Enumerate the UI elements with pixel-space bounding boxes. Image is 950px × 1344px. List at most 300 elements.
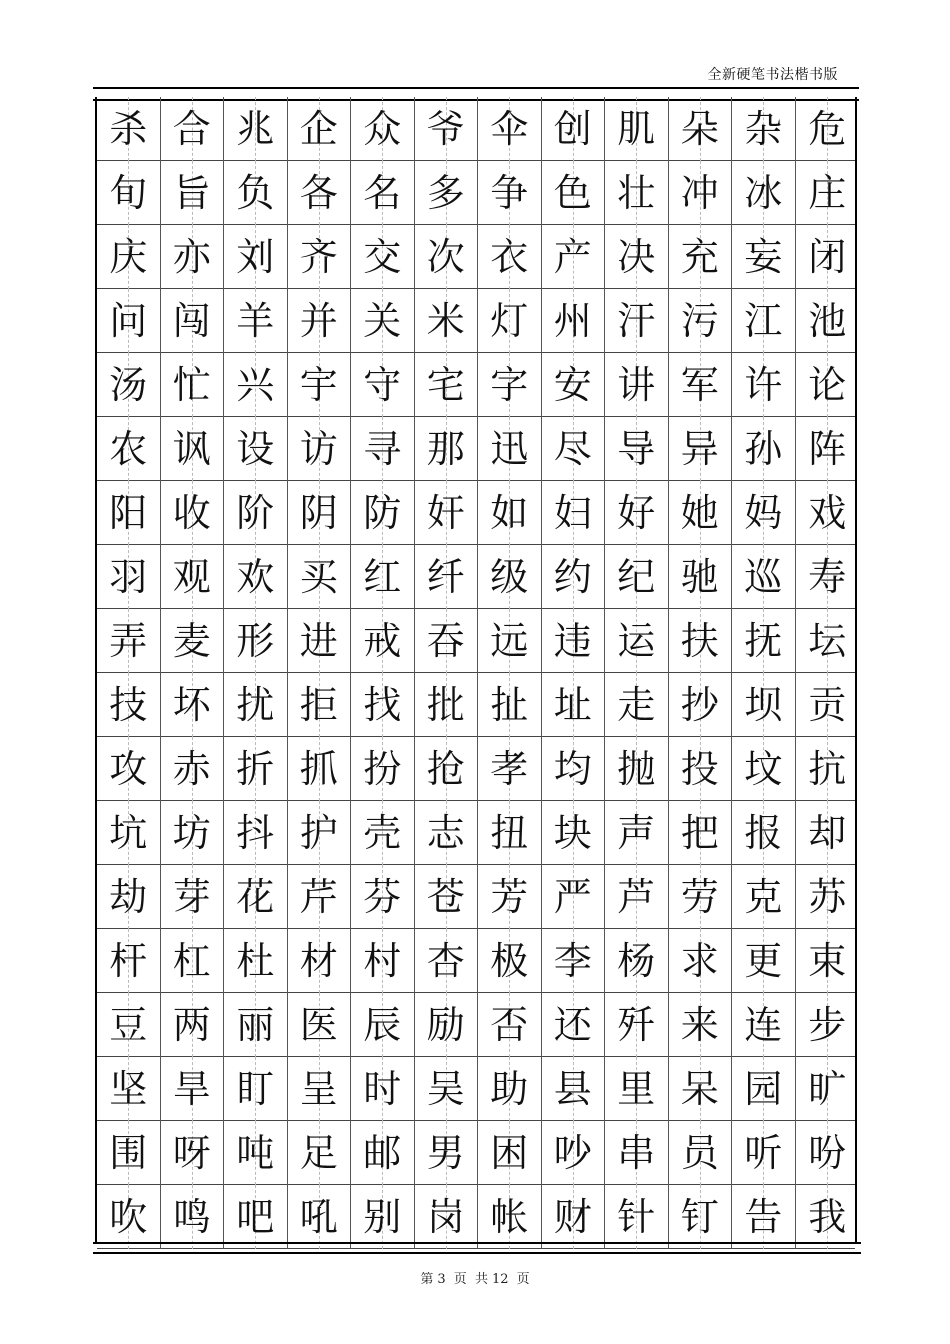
grid-cell <box>542 993 606 1057</box>
character: 劫 <box>109 875 148 919</box>
character: 均 <box>553 747 592 791</box>
character: 苏 <box>808 875 847 919</box>
grid-cell <box>224 481 288 545</box>
grid-cell <box>605 1185 669 1249</box>
grid-cell <box>415 417 479 481</box>
grid-cell <box>224 737 288 801</box>
character: 吞 <box>426 619 465 663</box>
character: 抛 <box>617 747 656 791</box>
character: 远 <box>490 619 529 663</box>
grid-cell <box>669 609 733 673</box>
grid-cell <box>605 865 669 929</box>
grid-row <box>97 97 855 161</box>
grid-cell <box>288 1121 352 1185</box>
grid-cell <box>224 1185 288 1249</box>
grid-cell <box>478 737 542 801</box>
character: 买 <box>299 555 338 599</box>
grid-cell <box>415 1185 479 1249</box>
character: 羊 <box>236 299 275 343</box>
grid-cell <box>224 97 288 161</box>
grid-cell <box>161 289 225 353</box>
character: 那 <box>426 427 465 471</box>
grid-cell <box>478 929 542 993</box>
grid-row <box>97 417 855 481</box>
grid-cell <box>478 289 542 353</box>
character: 朵 <box>680 107 719 151</box>
character: 吵 <box>553 1131 592 1175</box>
grid-cell <box>605 929 669 993</box>
grid-cell <box>542 481 606 545</box>
grid-cell <box>415 1121 479 1185</box>
grid-cell <box>669 1185 733 1249</box>
grid-cell <box>542 609 606 673</box>
character: 闯 <box>172 299 211 343</box>
grid-cell <box>224 225 288 289</box>
character: 合 <box>172 107 211 151</box>
character: 寻 <box>363 427 402 471</box>
character: 扮 <box>363 747 402 791</box>
grid-cell <box>478 545 542 609</box>
grid-cell <box>288 97 352 161</box>
character: 迅 <box>490 427 529 471</box>
character: 壳 <box>363 811 402 855</box>
grid-cell <box>796 545 860 609</box>
character: 论 <box>808 363 847 407</box>
character: 豆 <box>109 1003 148 1047</box>
character: 扭 <box>490 811 529 855</box>
grid-cell <box>542 225 606 289</box>
grid-cell <box>796 161 860 225</box>
grid-cell <box>732 161 796 225</box>
character: 丽 <box>236 1003 275 1047</box>
character: 时 <box>363 1067 402 1111</box>
character: 运 <box>617 619 656 663</box>
grid-cell <box>732 97 796 161</box>
grid-cell <box>351 161 415 225</box>
character: 多 <box>426 171 465 215</box>
grid-cell <box>605 289 669 353</box>
grid-cell <box>97 225 161 289</box>
character: 尽 <box>553 427 592 471</box>
grid-cell <box>732 737 796 801</box>
character: 辰 <box>363 1003 402 1047</box>
character: 汤 <box>109 363 148 407</box>
grid-row <box>97 801 855 865</box>
grid-row <box>97 737 855 801</box>
character: 扰 <box>236 683 275 727</box>
character-grid <box>95 97 857 1243</box>
grid-cell <box>224 417 288 481</box>
footer-total-pages: 12 <box>491 1272 509 1287</box>
character: 约 <box>553 555 592 599</box>
character: 守 <box>363 363 402 407</box>
character: 阶 <box>236 491 275 535</box>
grid-cell <box>161 801 225 865</box>
character: 走 <box>617 683 656 727</box>
grid-cell <box>669 673 733 737</box>
character: 闭 <box>808 235 847 279</box>
grid-row <box>97 289 855 353</box>
grid-cell <box>542 161 606 225</box>
grid-cell <box>97 97 161 161</box>
grid-cell <box>97 609 161 673</box>
character: 我 <box>808 1195 847 1239</box>
grid-cell <box>796 1121 860 1185</box>
character: 坛 <box>808 619 847 663</box>
grid-cell <box>796 289 860 353</box>
grid-cell <box>669 1057 733 1121</box>
grid-cell <box>224 673 288 737</box>
character: 巡 <box>744 555 783 599</box>
character: 各 <box>299 171 338 215</box>
character: 极 <box>490 939 529 983</box>
grid-cell <box>796 929 860 993</box>
grid-cell <box>224 1057 288 1121</box>
grid-cell <box>605 161 669 225</box>
character: 护 <box>299 811 338 855</box>
character: 报 <box>744 811 783 855</box>
character: 弄 <box>109 619 148 663</box>
grid-cell <box>288 737 352 801</box>
header-rule <box>93 87 859 89</box>
character: 伞 <box>490 107 529 151</box>
character: 旬 <box>109 171 148 215</box>
character: 阳 <box>109 491 148 535</box>
character: 志 <box>426 811 465 855</box>
character: 收 <box>172 491 211 535</box>
character: 妈 <box>744 491 783 535</box>
character: 旷 <box>808 1067 847 1111</box>
grid-cell <box>161 737 225 801</box>
character: 州 <box>553 299 592 343</box>
character: 戒 <box>363 619 402 663</box>
grid-cell <box>542 1185 606 1249</box>
grid-cell <box>478 865 542 929</box>
grid-cell <box>542 1121 606 1185</box>
character: 孙 <box>744 427 783 471</box>
character: 钉 <box>680 1195 719 1239</box>
grid-cell <box>415 161 479 225</box>
character: 刘 <box>236 235 275 279</box>
character: 纤 <box>426 555 465 599</box>
grid-cell <box>732 353 796 417</box>
grid-cell <box>161 993 225 1057</box>
character: 帐 <box>490 1195 529 1239</box>
character: 麦 <box>172 619 211 663</box>
grid-cell <box>478 161 542 225</box>
grid-cell <box>415 673 479 737</box>
character: 财 <box>553 1195 592 1239</box>
grid-cell <box>97 353 161 417</box>
grid-cell <box>288 1057 352 1121</box>
character: 坝 <box>744 683 783 727</box>
grid-cell <box>796 97 860 161</box>
grid-cell <box>732 545 796 609</box>
grid-cell <box>288 929 352 993</box>
character: 呈 <box>299 1067 338 1111</box>
character: 决 <box>617 235 656 279</box>
grid-cell <box>97 1121 161 1185</box>
grid-cell <box>161 161 225 225</box>
grid-cell <box>732 929 796 993</box>
grid-row <box>97 545 855 609</box>
grid-cell <box>351 97 415 161</box>
grid-cell <box>224 801 288 865</box>
grid-cell <box>161 1185 225 1249</box>
grid-cell <box>605 97 669 161</box>
character: 抓 <box>299 747 338 791</box>
character: 关 <box>363 299 402 343</box>
grid-cell <box>478 1057 542 1121</box>
character: 求 <box>680 939 719 983</box>
character: 抗 <box>808 747 847 791</box>
character: 好 <box>617 491 656 535</box>
character: 找 <box>363 683 402 727</box>
footer-prefix: 第 <box>420 1272 434 1287</box>
character: 步 <box>808 1003 847 1047</box>
grid-cell <box>796 1057 860 1121</box>
grid-cell <box>796 737 860 801</box>
grid-row <box>97 225 855 289</box>
grid-cell <box>97 737 161 801</box>
character: 齐 <box>299 235 338 279</box>
grid-cell <box>351 1057 415 1121</box>
character: 吴 <box>426 1067 465 1111</box>
grid-cell <box>732 993 796 1057</box>
character: 欢 <box>236 555 275 599</box>
grid-cell <box>415 801 479 865</box>
grid-cell <box>415 737 479 801</box>
grid-cell <box>478 225 542 289</box>
grid-cell <box>796 417 860 481</box>
grid-cell <box>415 353 479 417</box>
grid-cell <box>97 673 161 737</box>
character: 围 <box>109 1131 148 1175</box>
character: 盯 <box>236 1067 275 1111</box>
grid-row <box>97 865 855 929</box>
character: 杂 <box>744 107 783 151</box>
character: 杜 <box>236 939 275 983</box>
character: 技 <box>109 683 148 727</box>
character: 污 <box>680 299 719 343</box>
character: 创 <box>553 107 592 151</box>
character: 杠 <box>172 939 211 983</box>
grid-cell <box>161 673 225 737</box>
grid-cell <box>224 865 288 929</box>
grid-cell <box>288 161 352 225</box>
grid-cell <box>161 929 225 993</box>
grid-cell <box>161 481 225 545</box>
character: 羽 <box>109 555 148 599</box>
character: 杆 <box>109 939 148 983</box>
grid-cell <box>161 97 225 161</box>
grid-row <box>97 609 855 673</box>
character: 杀 <box>109 107 148 151</box>
character: 兆 <box>236 107 275 151</box>
grid-cell <box>97 1057 161 1121</box>
character: 纪 <box>617 555 656 599</box>
character: 爷 <box>426 107 465 151</box>
footer-page-unit: 页 <box>453 1272 467 1287</box>
grid-cell <box>605 1121 669 1185</box>
grid-cell <box>97 865 161 929</box>
grid-cell <box>351 225 415 289</box>
character: 吨 <box>236 1131 275 1175</box>
character: 园 <box>744 1067 783 1111</box>
character: 攻 <box>109 747 148 791</box>
character: 花 <box>236 875 275 919</box>
grid-cell <box>605 737 669 801</box>
grid-cell <box>288 1185 352 1249</box>
grid-cell <box>97 1185 161 1249</box>
grid-cell <box>288 481 352 545</box>
grid-cell <box>161 1121 225 1185</box>
grid-cell <box>605 417 669 481</box>
grid-cell <box>542 289 606 353</box>
grid-row <box>97 353 855 417</box>
character: 折 <box>236 747 275 791</box>
character: 设 <box>236 427 275 471</box>
character: 宅 <box>426 363 465 407</box>
grid-cell <box>542 545 606 609</box>
grid-cell <box>351 801 415 865</box>
grid-cell <box>542 1057 606 1121</box>
character: 鸣 <box>172 1195 211 1239</box>
character: 块 <box>553 811 592 855</box>
grid-cell <box>224 289 288 353</box>
grid-cell <box>97 993 161 1057</box>
grid-cell <box>351 1121 415 1185</box>
character: 助 <box>490 1067 529 1111</box>
grid-row <box>97 161 855 225</box>
page-footer <box>0 1268 950 1287</box>
character: 危 <box>808 107 847 151</box>
grid-cell <box>415 97 479 161</box>
character: 赤 <box>172 747 211 791</box>
character: 吼 <box>299 1195 338 1239</box>
character: 冲 <box>680 171 719 215</box>
character: 贡 <box>808 683 847 727</box>
character: 连 <box>744 1003 783 1047</box>
character: 旱 <box>172 1067 211 1111</box>
character: 壮 <box>617 171 656 215</box>
character: 军 <box>680 363 719 407</box>
grid-cell <box>732 673 796 737</box>
character: 吹 <box>109 1195 148 1239</box>
character: 两 <box>172 1003 211 1047</box>
character: 医 <box>299 1003 338 1047</box>
grid-cell <box>415 225 479 289</box>
character: 异 <box>680 427 719 471</box>
grid-cell <box>732 801 796 865</box>
character: 交 <box>363 235 402 279</box>
character: 抢 <box>426 747 465 791</box>
grid-cell <box>669 993 733 1057</box>
grid-cell <box>478 993 542 1057</box>
character: 歼 <box>617 1003 656 1047</box>
character: 阴 <box>299 491 338 535</box>
character: 安 <box>553 363 592 407</box>
character: 苍 <box>426 875 465 919</box>
character: 听 <box>744 1131 783 1175</box>
character: 抚 <box>744 619 783 663</box>
character: 江 <box>744 299 783 343</box>
grid-cell <box>605 225 669 289</box>
grid-cell <box>796 481 860 545</box>
character: 束 <box>808 939 847 983</box>
grid-cell <box>415 993 479 1057</box>
character: 吩 <box>808 1131 847 1175</box>
character: 企 <box>299 107 338 151</box>
footer-total-prefix: 共 <box>474 1272 488 1287</box>
grid-cell <box>732 1121 796 1185</box>
grid-cell <box>605 481 669 545</box>
character: 芹 <box>299 875 338 919</box>
character: 扶 <box>680 619 719 663</box>
grid-cell <box>669 929 733 993</box>
character: 宇 <box>299 363 338 407</box>
character: 庄 <box>808 171 847 215</box>
grid-cell <box>351 609 415 673</box>
character: 她 <box>680 491 719 535</box>
character: 农 <box>109 427 148 471</box>
grid-cell <box>605 1057 669 1121</box>
grid-cell <box>542 97 606 161</box>
grid-cell <box>288 353 352 417</box>
grid-cell <box>796 865 860 929</box>
character: 芽 <box>172 875 211 919</box>
grid-row <box>97 673 855 737</box>
grid-cell <box>415 289 479 353</box>
grid-cell <box>669 481 733 545</box>
grid-row <box>97 1185 855 1249</box>
grid-cell <box>351 353 415 417</box>
grid-cell <box>542 929 606 993</box>
grid-cell <box>796 993 860 1057</box>
character: 芬 <box>363 875 402 919</box>
grid-cell <box>478 673 542 737</box>
grid-cell <box>732 289 796 353</box>
character: 针 <box>617 1195 656 1239</box>
character: 争 <box>490 171 529 215</box>
grid-cell <box>161 353 225 417</box>
grid-cell <box>288 993 352 1057</box>
grid-cell <box>224 545 288 609</box>
grid-cell <box>732 865 796 929</box>
character: 访 <box>299 427 338 471</box>
character: 寿 <box>808 555 847 599</box>
grid-cell <box>478 801 542 865</box>
grid-row <box>97 929 855 993</box>
grid-cell <box>351 993 415 1057</box>
character: 亦 <box>172 235 211 279</box>
character: 旨 <box>172 171 211 215</box>
character: 声 <box>617 811 656 855</box>
grid-cell <box>224 993 288 1057</box>
grid-cell <box>605 353 669 417</box>
grid-cell <box>97 929 161 993</box>
grid-cell <box>605 673 669 737</box>
character: 庆 <box>109 235 148 279</box>
grid-cell <box>351 673 415 737</box>
grid-cell <box>351 737 415 801</box>
character: 克 <box>744 875 783 919</box>
character: 忙 <box>172 363 211 407</box>
grid-cell <box>669 865 733 929</box>
character: 阵 <box>808 427 847 471</box>
character: 名 <box>363 171 402 215</box>
grid-cell <box>351 289 415 353</box>
